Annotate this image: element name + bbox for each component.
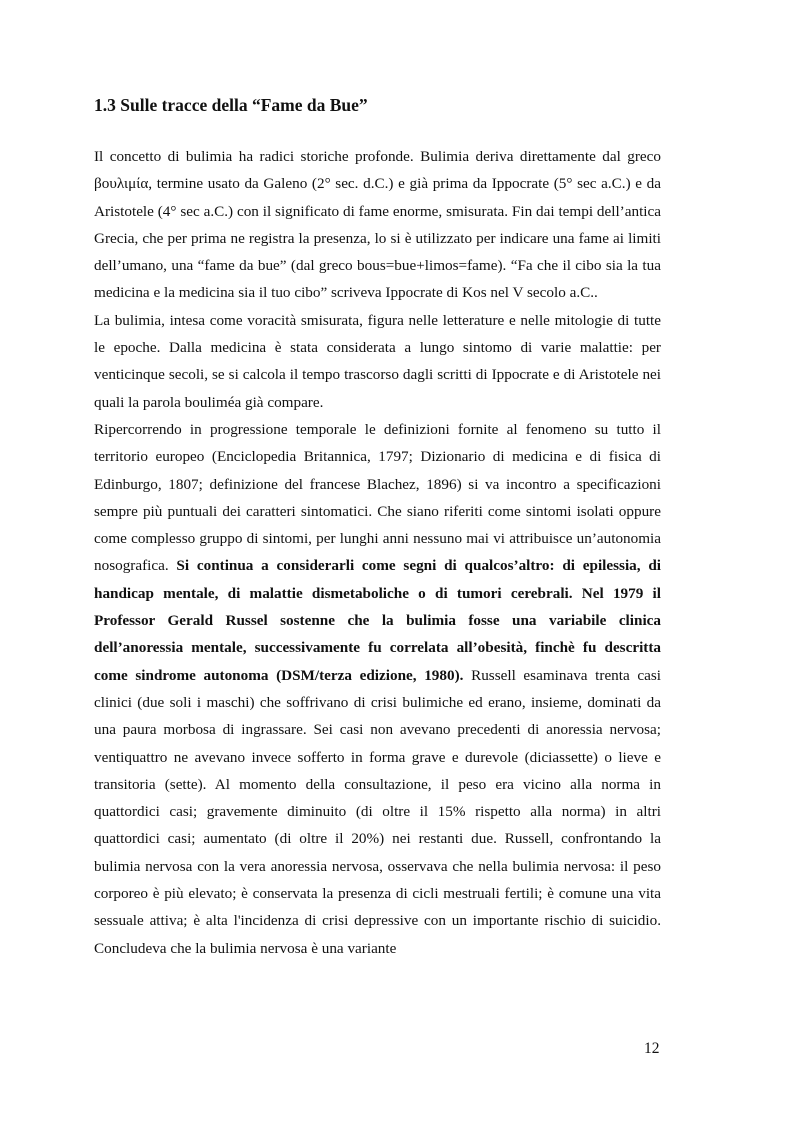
body-text bbox=[94, 143, 661, 962]
paragraph-1 bbox=[94, 143, 661, 307]
section-heading: 1.3 Sulle tracce della “Fame da Bue” bbox=[94, 95, 368, 115]
paragraph-1-text: Il concetto di bulimia ha radici storiche profonde. Bulimia deriva direttamente dal greco βουλιμία, termine usato da Galeno (2° sec. d.C.) e già prima da Ippocrate (5° sec a.C.) e da Aristotele (4° sec a.C.) con il significato di fame enorme, smisurata. Fin dai tempi dell’antica Grecia, che per prima ne registra la presenza, lo si è utilizzato per indicare una fame ai limiti dell’umano, una “fame da bue” (dal greco bous=bue+limos=fame). “Fa che il cibo sia la tua medicina e la medicina sia il tuo cibo” scriveva Ippocrate di Kos nel V secolo a.C.. bbox=[94, 148, 661, 302]
paragraph-3-bold-passage: Si continua a considerarli come segni di qualcos’altro: di epilessia, di handicap mentale, di malattie dismetaboliche o di tumori cerebrali. Nel 1979 il Professor Gerald Russel sostenne che la bulimia fosse una variabile clinica dell’anoressia mentale, successivamente fu correlata all’obesità, finchè fu descritta come sindrome autonoma (DSM/terza edizione, 1980). bbox=[94, 557, 662, 684]
paragraph-3-text-end: Russell esaminava trenta casi clinici (due soli i maschi) che soffrivano di crisi bulimiche ed erano, insieme, dominati da una paura morbosa di ingrassare. Sei casi non avevano precedenti di anoressia nervosa; ventiquattro ne avevano invece sofferto in forma grave e durevole (diciassette) o lieve e transitoria (sette). Al momento della consultazione, il peso era vicino alla norma in quattordici casi; gravemente diminuito (di oltre il 15% rispetto alla norma) in altri quattordici casi; aumentato (di oltre il 20%) nei restanti due. Russell, confrontando la bulimia nervosa con la vera anoressia nervosa, osservava che nella bulimia nervosa: il peso corporeo è più elevato; è conservata la presenza di cicli mestruali fertili; è comune una vita sessuale attiva; è alta l'incidenza di crisi depressive con un importante rischio di suicidio. Concludeva che la bulimia nervosa è una variante bbox=[94, 666, 661, 957]
paragraph-2-text: La bulimia, intesa come voracità smisurata, figura nelle letterature e nelle mitologie di tutte le epoche. Dalla medicina è stata considerata a lungo sintomo di varie malattie: per venticinque secoli, se si calcola il tempo trascorso dagli scritti di Ippocrate e di Aristotele nei quali la parola bouliméa già compare. bbox=[94, 311, 661, 411]
page-number: 12 bbox=[644, 1040, 660, 1057]
paragraph-2 bbox=[94, 307, 661, 416]
paragraph-3-text-start: Ripercorrendo in progressione temporale le definizioni fornite al fenomeno su tutto il territorio europeo (Enciclopedia Britannica, 1797; Dizionario di medicina e di fisica di Edinburgo, 1807; definizione del francese Blachez, 1896) si va incontro a specificazioni sempre più puntuali dei caratteri sintomatici. Che siano riferiti come sintomi isolati oppure come complesso gruppo di sintomi, per lunghi anni nessuno mai vi attribuisce un’autonomia nosografica. bbox=[94, 420, 661, 575]
paragraph-3 bbox=[94, 416, 661, 962]
